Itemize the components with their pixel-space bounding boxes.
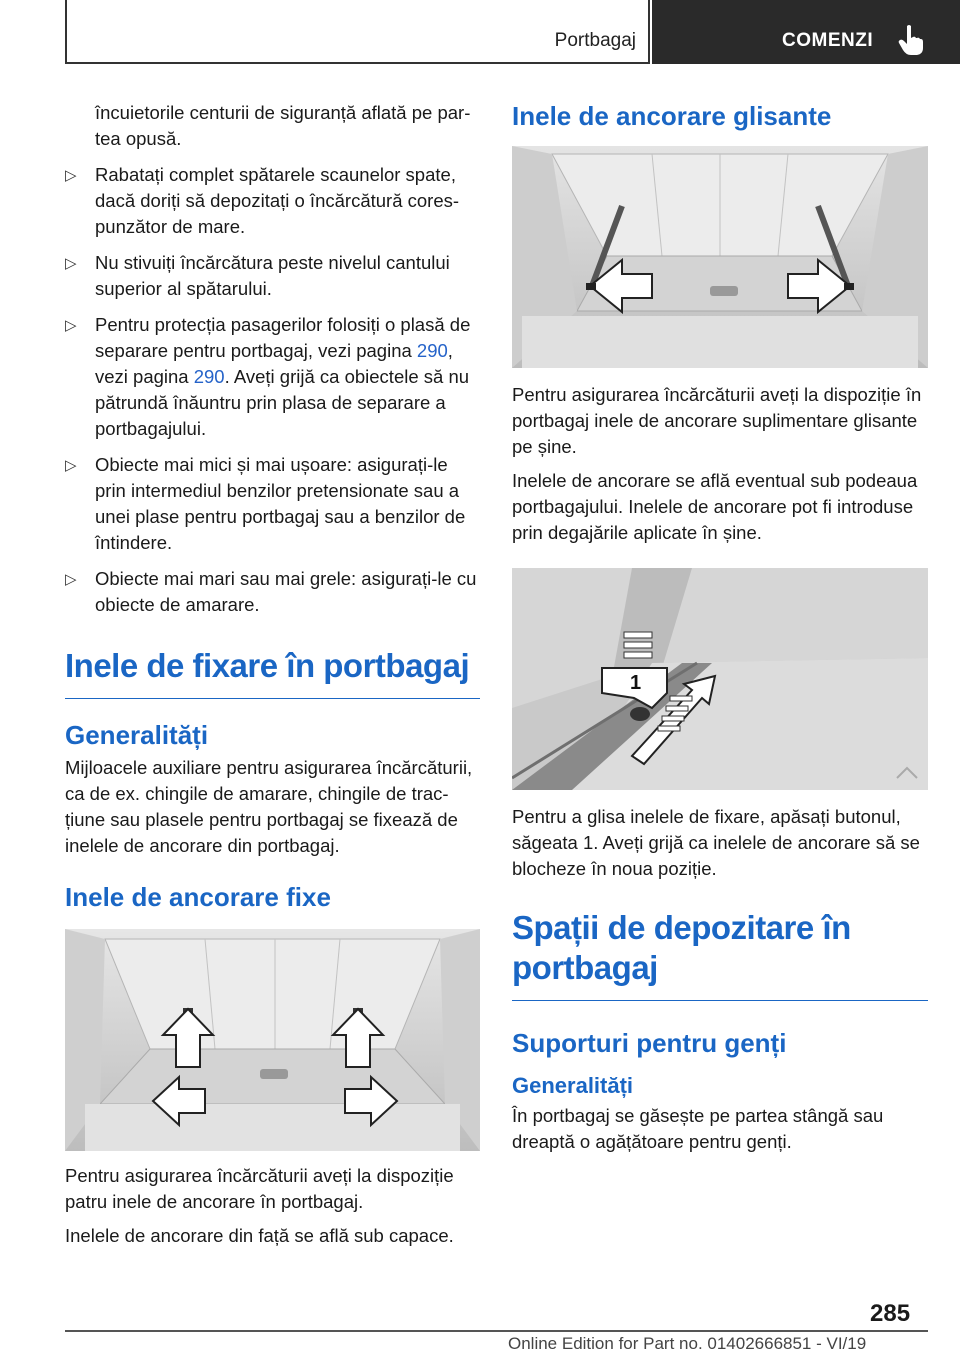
- left-column: [65, 100, 480, 1257]
- page-number: 285: [870, 1300, 911, 1327]
- list-item-text: Rabatați complet spătarele scaunelor spate, dacă doriți să depozitați o încărcătură corespunzător de mare.: [95, 164, 460, 237]
- sliding-rings-text-1: Pentru asigurarea încărcăturii aveți la dispoziție în portbagaj inele de ancorare suplimentare glisante pe șine.: [512, 384, 922, 457]
- section-title-storage: Spații de depozitare în portbagaj: [512, 908, 928, 1001]
- header-tab-label: COMENZI: [782, 30, 874, 51]
- bullet-triangle-icon: ▷: [65, 255, 77, 272]
- subsection-title-fixed-rings: Inele de ancorare fixe: [65, 882, 331, 912]
- header-tab-comenzi[interactable]: [652, 0, 960, 64]
- safety-bullet-list: [65, 162, 480, 618]
- slide-instructions-text: Pentru a glisa inelele de fixare, apăsați butonul, săgeata 1. Aveți grijă ca inelele de ancorare să se blocheze în noua poziție.: [512, 806, 920, 879]
- callout-number-label: 1: [630, 672, 642, 694]
- fixed-rings-text-2: Inelele de ancorare din față se află sub capace.: [65, 1225, 454, 1246]
- general-text: Mijloacele auxiliare pentru asigurarea încărcăturii, ca de ex. chingile de amarare, chingile de tracțiune sau plasele pentru portbagaj se fixează de inelele de ancorare din portbagaj.: [65, 757, 473, 856]
- sliding-rings-text-2: Inelele de ancorare se află eventual sub podeaua portbagajului. Inelele de ancorare pot fi introduse prin degajările aplicate în șine.: [512, 470, 918, 543]
- bullet-triangle-icon: ▷: [65, 167, 77, 184]
- trunk-fixed-rings-image: [65, 929, 480, 1151]
- list-item: [65, 312, 480, 442]
- bullet-triangle-icon: ▷: [65, 317, 77, 334]
- pointing-hand-icon: [898, 24, 924, 56]
- fixed-rings-text-1: Pentru asigurarea încărcăturii aveți la dispoziție patru inele de ancorare în portbagaj.: [65, 1165, 454, 1212]
- right-column: [512, 100, 928, 1163]
- list-item-text: Pentru protecția pasagerilor folosiți o plasă de separare pentru portbagaj, vezi pagina: [95, 314, 471, 361]
- list-item: [65, 162, 480, 240]
- list-item-text: , vezi pagina: [95, 340, 453, 387]
- subsection-title-general: Generalități: [65, 720, 209, 750]
- continuation-text: încuietorile centurii de siguranță aflată pe partea opusă.: [95, 102, 471, 149]
- list-item-text: Obiecte mai mari sau mai grele: asigurați-le cu obiecte de amarare.: [95, 568, 477, 615]
- list-item: [65, 452, 480, 556]
- header-section-box: [65, 0, 650, 64]
- rail-slide-button-image: [512, 568, 928, 790]
- subsection-title-bag-hooks: Suporturi pentru genți: [512, 1028, 787, 1058]
- list-item-text: Nu stivuiți încărcătura peste nivelul cantului superior al spătarului.: [95, 252, 450, 299]
- header-section-title: Portbagaj: [554, 30, 636, 51]
- list-item-text: . Aveți grijă ca obiectele să nu pătrundă înăuntru prin plasa de separare a portbagajului.: [95, 366, 470, 439]
- page-link-290[interactable]: 290: [193, 366, 225, 387]
- bullet-triangle-icon: ▷: [65, 571, 77, 588]
- page-link-290[interactable]: 290: [416, 340, 448, 361]
- list-item: [65, 566, 480, 618]
- footer-divider: [65, 1330, 928, 1332]
- section-title-fixing-rings: Inele de fixare în portbagaj: [65, 646, 480, 699]
- bag-hooks-text: În portbagaj se găsește pe partea stângă sau dreaptă o agățătoare pentru genți.: [512, 1105, 884, 1152]
- footer-edition-text: Online Edition for Part no. 01402666851 - VI/19: [508, 1334, 867, 1353]
- subsection-title-sliding-rings: Inele de ancorare glisante: [512, 101, 832, 131]
- list-item: [65, 250, 480, 302]
- trunk-sliding-rings-image: [512, 146, 928, 368]
- list-item-text: Obiecte mai mici și mai ușoare: asigurați-le prin intermediul benzilor pretensionate sau a unei plase pentru portbagaj sau a benzilor de întindere.: [95, 454, 466, 553]
- subsection-title-general: Generalități: [512, 1073, 634, 1098]
- bullet-triangle-icon: ▷: [65, 457, 77, 474]
